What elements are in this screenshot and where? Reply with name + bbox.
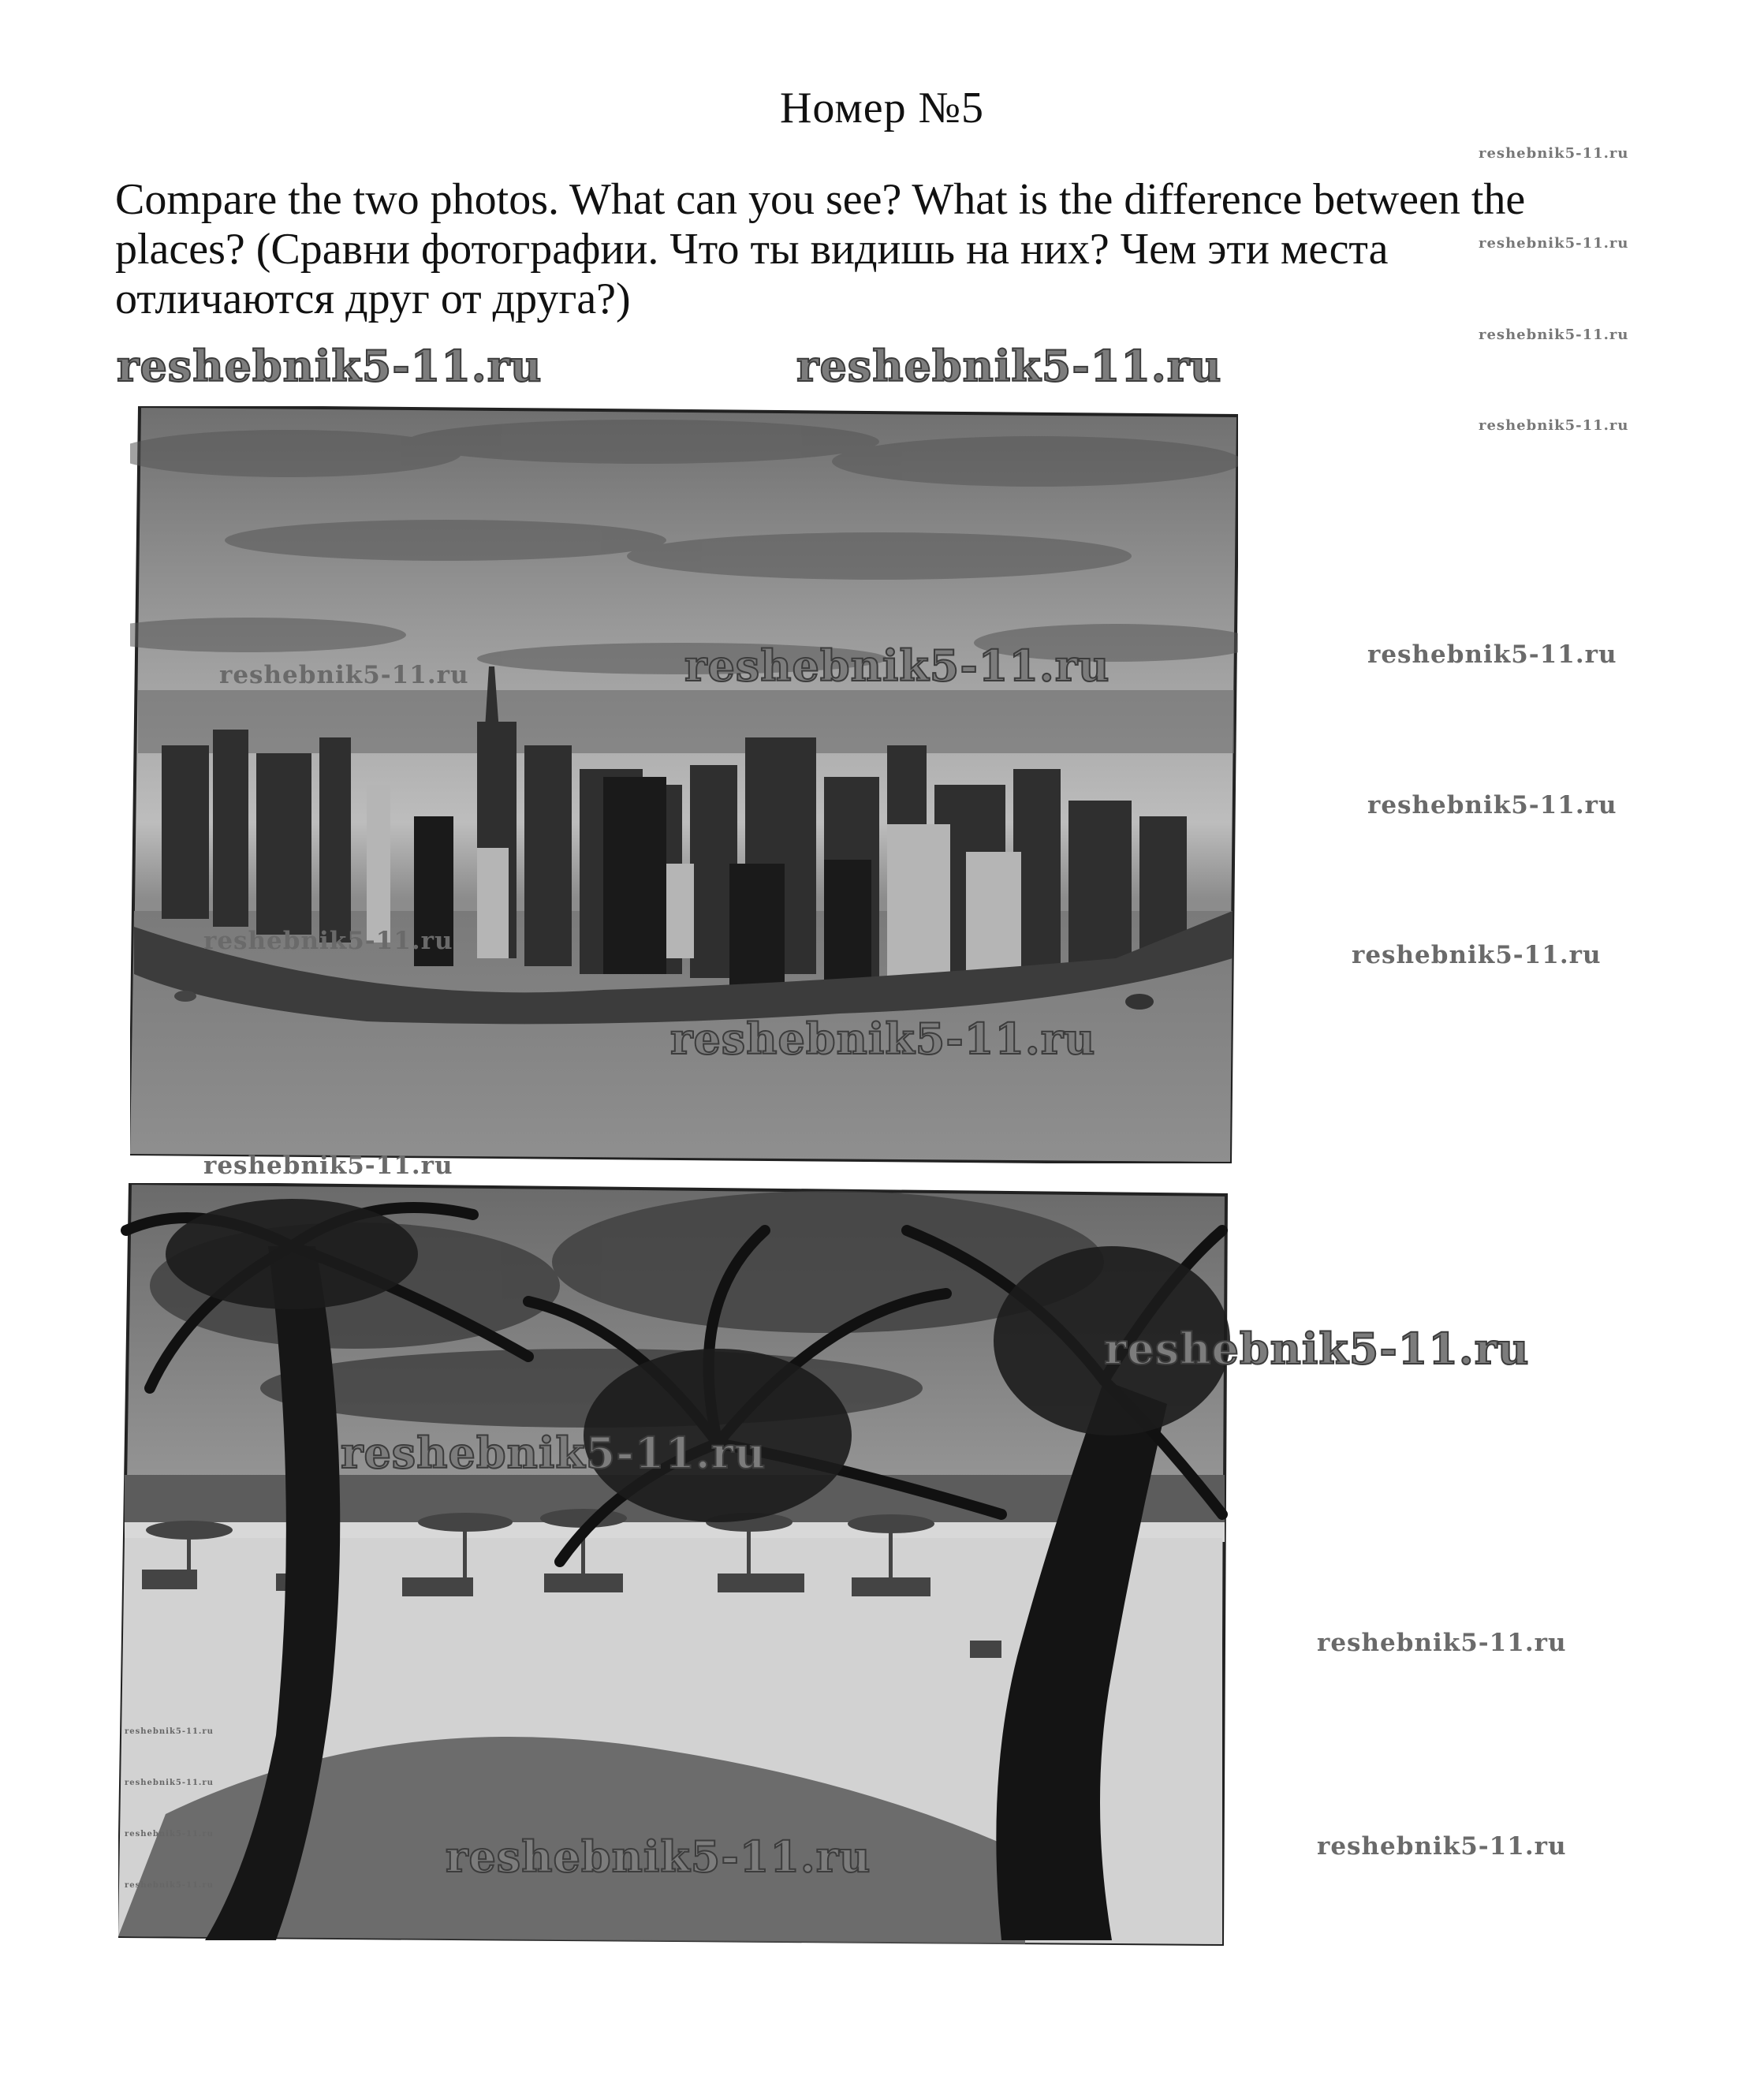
watermark: reshebnik5-11.ru xyxy=(1317,1629,1567,1657)
page-title: Номер №5 xyxy=(779,84,985,133)
watermark: reshebnik5-11.ru xyxy=(1104,1323,1530,1374)
watermark: reshebnik5-11.ru xyxy=(670,1014,1096,1064)
watermark: reshebnik5-11.ru xyxy=(1367,791,1617,819)
watermark: reshebnik5-11.ru xyxy=(684,640,1110,691)
watermark: reshebnik5-11.ru xyxy=(341,1428,766,1478)
task-line-2: places? (Сравни фотографии. Что ты видишь на них? Чем эти места xyxy=(115,225,1389,274)
watermark: reshebnik5-11.ru xyxy=(125,1881,214,1890)
watermark: reshebnik5-11.ru xyxy=(219,661,469,689)
watermark: reshebnik5-11.ru xyxy=(203,1152,453,1180)
watermark: reshebnik5-11.ru xyxy=(796,341,1222,391)
watermark: reshebnik5-11.ru xyxy=(125,1779,214,1787)
watermark: reshebnik5-11.ru xyxy=(1367,640,1617,669)
watermark: reshebnik5-11.ru xyxy=(1479,417,1629,434)
watermark: reshebnik5-11.ru xyxy=(1352,941,1602,969)
task-text xyxy=(115,175,1629,324)
watermark: reshebnik5-11.ru xyxy=(117,341,543,391)
watermark: reshebnik5-11.ru xyxy=(203,927,453,955)
watermark: reshebnik5-11.ru xyxy=(1479,145,1629,162)
watermark: reshebnik5-11.ru xyxy=(125,1727,214,1736)
watermark: reshebnik5-11.ru xyxy=(446,1831,871,1882)
watermark: reshebnik5-11.ru xyxy=(125,1830,214,1839)
watermark: reshebnik5-11.ru xyxy=(1317,1832,1567,1861)
task-line-3: отличаются друг от друга?) xyxy=(115,274,631,323)
watermark: reshebnik5-11.ru xyxy=(1479,327,1629,343)
watermark: reshebnik5-11.ru xyxy=(1479,235,1629,252)
task-line-1: Compare the two photos. What can you see? What is the difference between the xyxy=(115,175,1526,224)
